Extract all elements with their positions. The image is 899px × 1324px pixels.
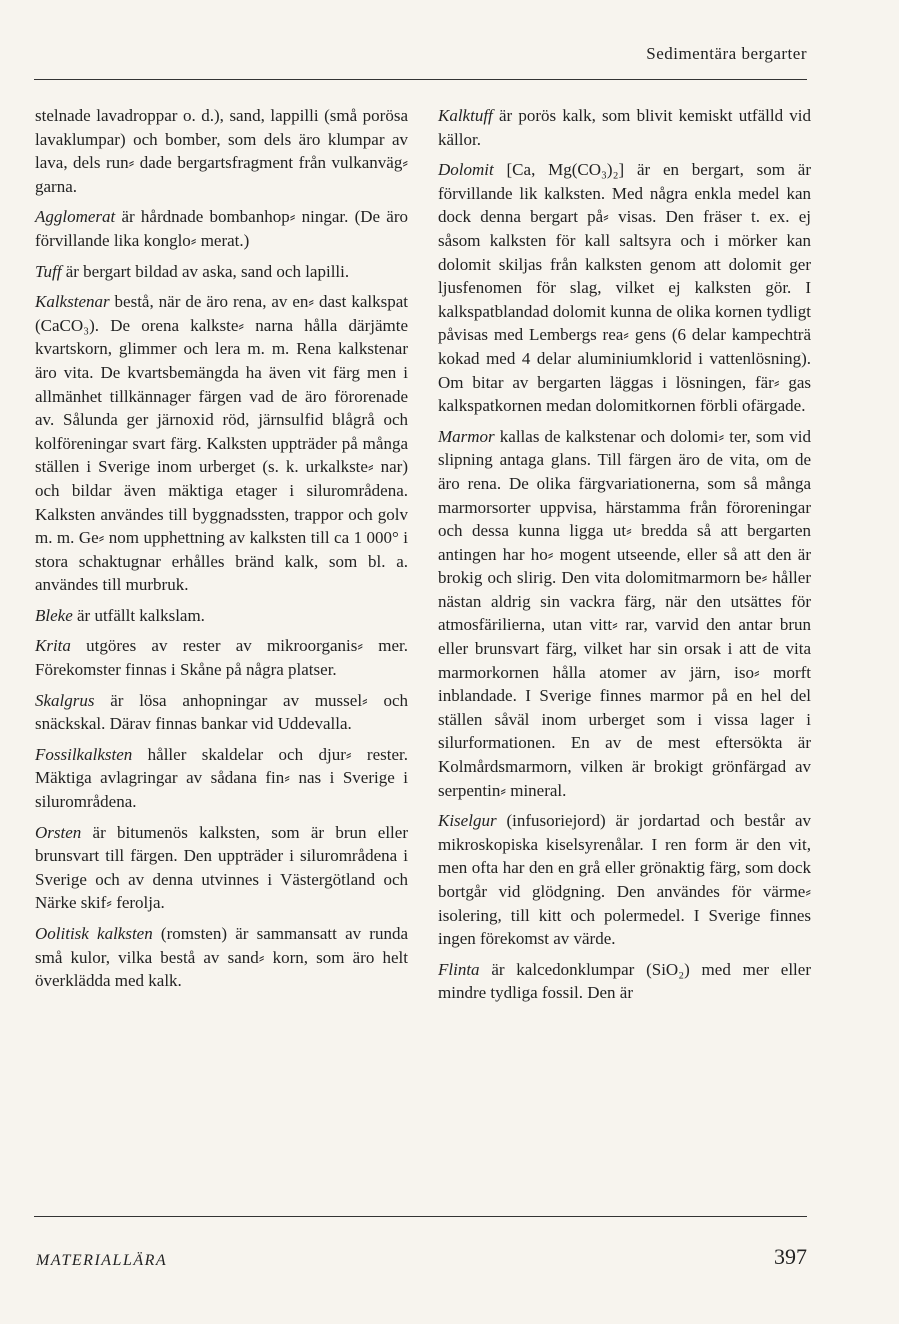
term: Bleke bbox=[35, 605, 73, 625]
right-column bbox=[438, 104, 811, 1012]
paragraph bbox=[35, 104, 408, 198]
term: Agglomerat bbox=[35, 207, 116, 227]
term: Krita bbox=[35, 636, 71, 656]
paragraph bbox=[438, 809, 811, 951]
paragraph-text: kallas de kalkstenar och dolomi⸗ ter, som vid slipning antaga glans. Till färgen äro de vita, om de äro rena. De olika färgvariationerna, som så många marmorsorter uppvisa, härstamma från föroreningar och dessa kunna ligga ut⸗ bredda så att bergarten antingen har ho⸗ mogent utseende, eller så att den är brokig och slirig. Den vita dolomitmarmorn be⸗ håller nästan aldrig sin vackra färg, när den utsättes för atmosfärilierna, utan vitt⸗ rar, varvid den antar brun eller brunsvart färg, vilket har sin orsak i att de vita marmorkornen hålla atomer av järn, iso⸗ morft inblandade. I Sverige finnes marmor på en hel del ställen såväl inom urberget som i vissa lager i silurformationen. En av de mest eftersökta är Kolmårdsmarmorn, vilken är brokigt grönfärgad av serpentin⸗ mineral. bbox=[438, 426, 811, 800]
paragraph bbox=[35, 743, 408, 814]
term: Fossilkalksten bbox=[35, 744, 133, 764]
paragraph-text: (infusoriejord) är jordartad och består av mikroskopiska kiselsyrenålar. I ren form är den vit, men ofta har den en grå eller grönaktig färg, som dock bortgår vid glödgning. Den användes för värme⸗ isolering, till kitt och polermedel. I Sverige finnes ingen förekomst av värde. bbox=[438, 811, 811, 949]
term: Dolomit bbox=[438, 160, 494, 180]
paragraph-text: utgöres av rester av mikroorganis⸗ mer. Förekomster finnas i Skåne på några platser. bbox=[35, 636, 408, 680]
paragraph-text: är porös kalk, som blivit kemiskt utfälld vid källor. bbox=[438, 106, 811, 149]
left-column bbox=[35, 104, 408, 1000]
paragraph-text: är hårdnade bombanhop⸗ ningar. (De äro förvillande lika konglo⸗ merat.) bbox=[35, 207, 408, 250]
paragraph-text: är kalcedonklumpar (SiO₂) med mer eller mindre tydliga fossil. Den är bbox=[438, 959, 811, 1003]
paragraph-text: stelnade lavadroppar o. d.), sand, lappilli (små porösa lavaklumpar) och bomber, som dels äro klumpar av lava, dels run⸗ dade bergartsfragment från vulkanväg⸗ garna. bbox=[35, 106, 408, 196]
paragraph-text: (romsten) är sammansatt av runda små kulor, vilka bestå av sand⸗ korn, som äro helt överklädda med kalk. bbox=[35, 924, 409, 991]
paragraph-text: är utfällt kalkslam. bbox=[72, 605, 205, 625]
term: Tuff bbox=[35, 261, 62, 281]
paragraph-text: [Ca, Mg(CO₃)₂] är en bergart, som är förvillande lik kalksten. Med några enkla medel kan dock denna bergart på⸗ visas. Den fräser t. ex. ej såsom kalksten för kall saltsyra och i mörker kan dolomit skiljas från kalksten genom att dolomit ger ljusfenomen för slag, vilket ej kalksten gör. I kalkspatblandad dolomit kunna de olika kornen tydligt påvisas med Lembergs rea⸗ gens (6 delar kampechträ kokad med 4 delar aluminiumklorid i vattenlösning). Om bitar av bergarten läggas i lösningen, fär⸗ gas kalkspatkornen medan dolomitkornen förbli ofärgade. bbox=[438, 160, 811, 416]
book-title: MATERIALLÄRA bbox=[36, 1252, 168, 1269]
term: Skalgrus bbox=[35, 690, 95, 710]
footer-rule bbox=[34, 1216, 807, 1217]
paragraph-text: är lösa anhopningar av mussel⸗ och snäckskal. Därav finnas bankar vid Uddevalla. bbox=[35, 690, 408, 734]
paragraph-text: håller skaldelar och djur⸗ rester. Mäktiga avlagringar av sådana fin⸗ nas i Sverige i silurområdena. bbox=[35, 744, 408, 812]
term: Orsten bbox=[35, 822, 82, 842]
paragraph-text: bestå, när de äro rena, av en⸗ dast kalkspat (CaCO₃). De orena kalkste⸗ narna hålla därjämte kvartskorn, glimmer och lera m. m. Rena kalkstenar äro vita. De kvartsbemängda ha även vit färg men i allmänhet tillkännager färgen vad de äro förorenade av. Sålunda ger järnoxid röd, järnsulfid blågrå och kolföreningar svart färg. Kalksten uppträder på många ställen i Sverige inom urberget (s. k. urkalkste⸗ nar) och bildar även mäktiga etager i silurområdena. Kalksten användes till byggnadssten, trappor och golv m. m. Ge⸗ nom upphettning av kalksten till ca 1 000° i stora schaktugnar erhålles bränd kalk, som bl. a. användes till murbruk. bbox=[35, 292, 408, 595]
term: Kiselgur bbox=[438, 811, 497, 831]
page-number: 397 bbox=[774, 1244, 807, 1269]
paragraph bbox=[35, 821, 408, 915]
term: Oolitisk kalksten bbox=[35, 924, 153, 943]
paragraph bbox=[35, 604, 408, 628]
term: Kalktuff bbox=[438, 106, 493, 125]
paragraph bbox=[35, 634, 408, 681]
paragraph bbox=[438, 158, 811, 418]
paragraph bbox=[35, 260, 408, 284]
paragraph bbox=[438, 104, 811, 151]
term: Marmor bbox=[438, 426, 495, 446]
paragraph-text: är bitumenös kalksten, som är brun eller brunsvart till färgen. Den uppträder i silurområdena i Sverige och av denna utvinnes i Västergötland och Närke skif⸗ ferolja. bbox=[35, 822, 408, 913]
paragraph bbox=[35, 290, 408, 597]
running-header: Sedimentära bergarter bbox=[646, 44, 807, 63]
header-rule bbox=[34, 79, 807, 80]
paragraph bbox=[438, 425, 811, 803]
term: Flinta bbox=[438, 959, 480, 979]
term: Kalkstenar bbox=[35, 292, 110, 312]
paragraph bbox=[35, 689, 408, 736]
paragraph-text: är bergart bildad av aska, sand och lapilli. bbox=[61, 261, 350, 281]
paragraph bbox=[35, 205, 408, 252]
paragraph bbox=[438, 958, 811, 1005]
paragraph bbox=[35, 922, 408, 993]
